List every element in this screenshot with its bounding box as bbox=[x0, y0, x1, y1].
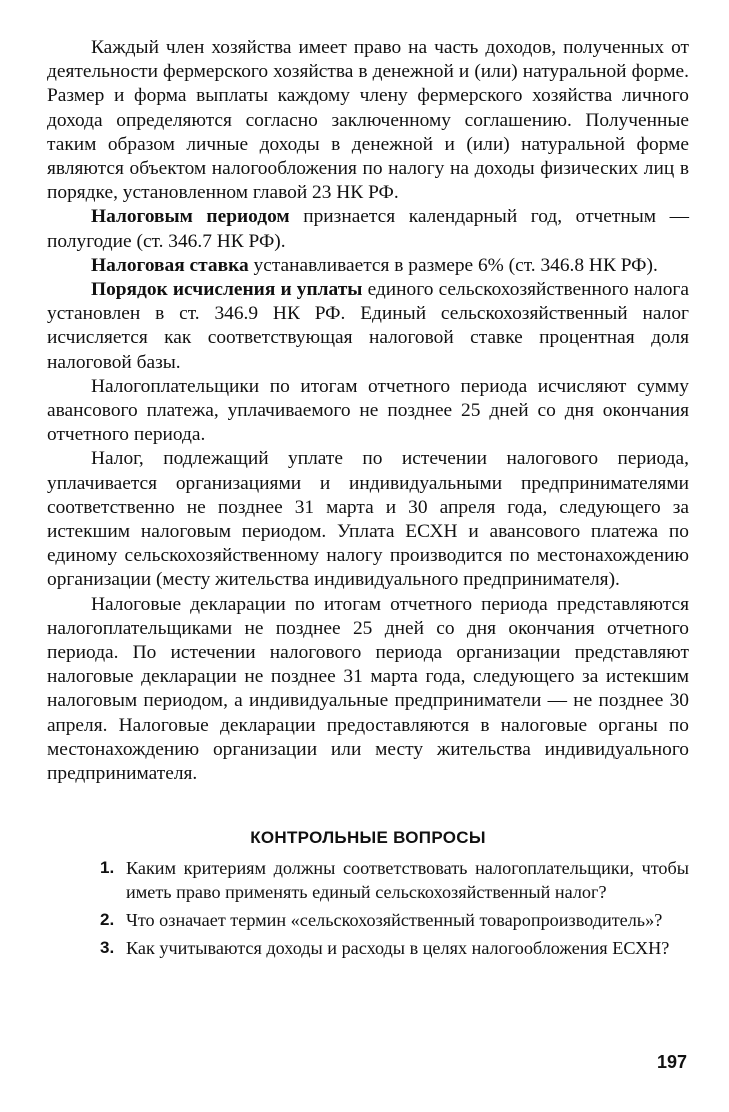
question-text: Каким критериям должны соответствовать налогоплательщики, чтобы иметь право применять единый сельскохозяйственный налог? bbox=[126, 858, 689, 903]
paragraph-calculation-order: Порядок исчисления и уплаты единого сельскохозяйственного налога установлен в ст. 346.9 НК РФ. Единый сельскохозяйственный налог исчисляется как соответствующая налоговой ставке процентная доля налоговой базы. bbox=[47, 279, 689, 373]
page-number: 197 bbox=[656, 1052, 687, 1072]
paragraph-tax-period: Налоговым периодом признается календарный год, отчетным — полугодие (ст. 346.7 НК РФ). bbox=[47, 206, 689, 252]
question-number: 1. bbox=[100, 858, 115, 878]
term-tax-rate: Налоговая ставка bbox=[91, 254, 249, 276]
question-item bbox=[47, 936, 689, 960]
paragraph-member-income: Каждый член хозяйства имеет право на часть доходов, полученных от деятельности фермерского хозяйства в денежной и (или) натуральной форме. Размер и форма выплаты каждому члену фермерского хозяйства личного дохода определяются согласно заключенному соглашению. Полученные таким образом личные доходы в денежной и (или) натуральной форме являются объектом налогообложения по налогу на доходы физических лиц в порядке, установленном главой 23 НК РФ. bbox=[47, 37, 689, 204]
term-calculation-order: Порядок исчисления и уплаты bbox=[91, 279, 363, 301]
term-tax-period: Налоговым периодом bbox=[91, 206, 290, 228]
paragraph-tax-payment: Налог, подлежащий уплате по истечении налогового периода, уплачивается организациями и индивидуальными предпринимателями соответственно не позднее 31 марта и 30 апреля года, следующего за истекшим налоговым периодом. Уплата ЕСХН и авансового платежа по единому сельскохозяйственному налогу производится по местонахождению организации (месту жительства индивидуального предпринимателя). bbox=[47, 448, 689, 591]
question-text: Что означает термин «сельскохозяйственный товаропроизводитель»? bbox=[126, 910, 663, 931]
question-item bbox=[47, 908, 689, 932]
question-number: 2. bbox=[100, 910, 115, 930]
questions-list bbox=[47, 856, 689, 960]
question-text: Как учитываются доходы и расходы в целях налогообложения ЕСХН? bbox=[126, 938, 670, 959]
question-item bbox=[47, 856, 689, 904]
question-number: 3. bbox=[100, 938, 115, 958]
paragraph-tax-declarations: Налоговые декларации по итогам отчетного периода представляются налогоплательщиками не позднее 25 дней со дня окончания отчетного периода. По истечении налогового периода организации представляют налоговые декларации не позднее 31 марта года, следующего за истекшим налоговым периодом, а индивидуальные предприниматели — не позднее 30 апреля. Налоговые декларации предоставляются в налоговые органы по местонахождению организации или месту жительства индивидуального предпринимателя. bbox=[47, 593, 689, 785]
paragraph-tax-rate: Налоговая ставка устанавливается в размере 6% (ст. 346.8 НК РФ). bbox=[91, 254, 658, 276]
page-body bbox=[47, 36, 689, 964]
paragraph-advance-payment: Налогоплательщики по итогам отчетного периода исчисляют сумму авансового платежа, уплачиваемого не позднее 25 дней со дня окончания отчетного периода. bbox=[47, 375, 689, 446]
section-heading: КОНТРОЛЬНЫЕ ВОПРОСЫ bbox=[250, 828, 486, 848]
